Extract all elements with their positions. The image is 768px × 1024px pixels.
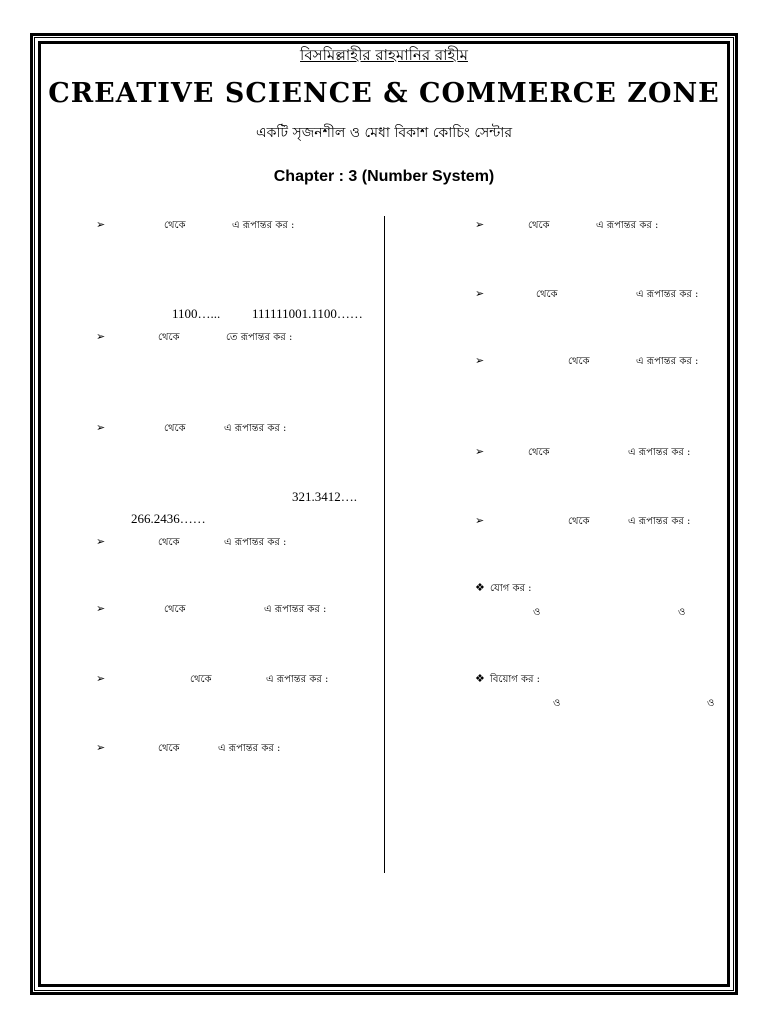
question-from: থেকে — [158, 537, 180, 548]
conjunction-text: ও — [533, 607, 541, 618]
question-from: থেকে — [528, 447, 550, 458]
arrow-bullet-icon: ➢ — [96, 330, 106, 343]
question-from: থেকে — [158, 743, 180, 754]
subtract-label: বিয়োগ কর : — [490, 674, 541, 685]
arrow-bullet-icon: ➢ — [96, 218, 106, 231]
question-from: থেকে — [568, 356, 590, 367]
question-from: থেকে — [164, 220, 186, 231]
arrow-bullet-icon: ➢ — [96, 741, 106, 754]
question-instruction: এ রূপান্তর কর : — [636, 289, 699, 300]
question-from: থেকে — [568, 516, 590, 527]
conjunction-text: ও — [707, 698, 715, 709]
arrow-bullet-icon: ➢ — [96, 535, 106, 548]
question-instruction: এ রূপান্তর কর : — [596, 220, 659, 231]
question-instruction: এ রূপান্তর কর : — [224, 423, 287, 434]
arrow-bullet-icon: ➢ — [96, 421, 106, 434]
arrow-bullet-icon: ➢ — [475, 218, 485, 231]
diamond-bullet-icon: ❖ — [475, 672, 485, 685]
arrow-bullet-icon: ➢ — [475, 354, 485, 367]
answer-value: 321.3412…. — [292, 489, 357, 504]
question-from: থেকে — [164, 604, 186, 615]
page-title: CREATIVE SCIENCE & COMMERCE ZONE — [48, 78, 720, 109]
add-label: যোগ কর : — [490, 583, 532, 594]
question-from: থেকে — [190, 674, 212, 685]
question-from: থেকে — [528, 220, 550, 231]
question-instruction: এ রূপান্তর কর : — [266, 674, 329, 685]
invocation-text: বিসমিল্লাহীর রাহমানির রাহীম — [300, 46, 468, 64]
question-instruction: তে রূপান্তর কর : — [226, 332, 293, 343]
question-instruction: এ রূপান্তর কর : — [232, 220, 295, 231]
question-from: থেকে — [536, 289, 558, 300]
question-from: থেকে — [164, 423, 186, 434]
arrow-bullet-icon: ➢ — [96, 602, 106, 615]
question-instruction: এ রূপান্তর কর : — [218, 743, 281, 754]
column-divider — [384, 216, 385, 873]
arrow-bullet-icon: ➢ — [475, 287, 485, 300]
answer-value: 111111001.1100…… — [252, 306, 363, 321]
conjunction-text: ও — [678, 607, 686, 618]
question-instruction: এ রূপান্তর কর : — [636, 356, 699, 367]
answer-value: 1100…... — [172, 306, 221, 321]
chapter-heading: Chapter : 3 (Number System) — [273, 168, 495, 185]
conjunction-text: ও — [553, 698, 561, 709]
diamond-bullet-icon: ❖ — [475, 581, 485, 594]
question-instruction: এ রূপান্তর কর : — [628, 516, 691, 527]
page-subtitle: একটি সৃজনশীল ও মেধা বিকাশ কোচিং সেন্টার — [255, 125, 513, 141]
arrow-bullet-icon: ➢ — [475, 514, 485, 527]
question-instruction: এ রূপান্তর কর : — [224, 537, 287, 548]
question-instruction: এ রূপান্তর কর : — [628, 447, 691, 458]
arrow-bullet-icon: ➢ — [96, 672, 106, 685]
question-instruction: এ রূপান্তর কর : — [264, 604, 327, 615]
answer-value: 266.2436…… — [131, 511, 206, 526]
question-from: থেকে — [158, 332, 180, 343]
arrow-bullet-icon: ➢ — [475, 445, 485, 458]
